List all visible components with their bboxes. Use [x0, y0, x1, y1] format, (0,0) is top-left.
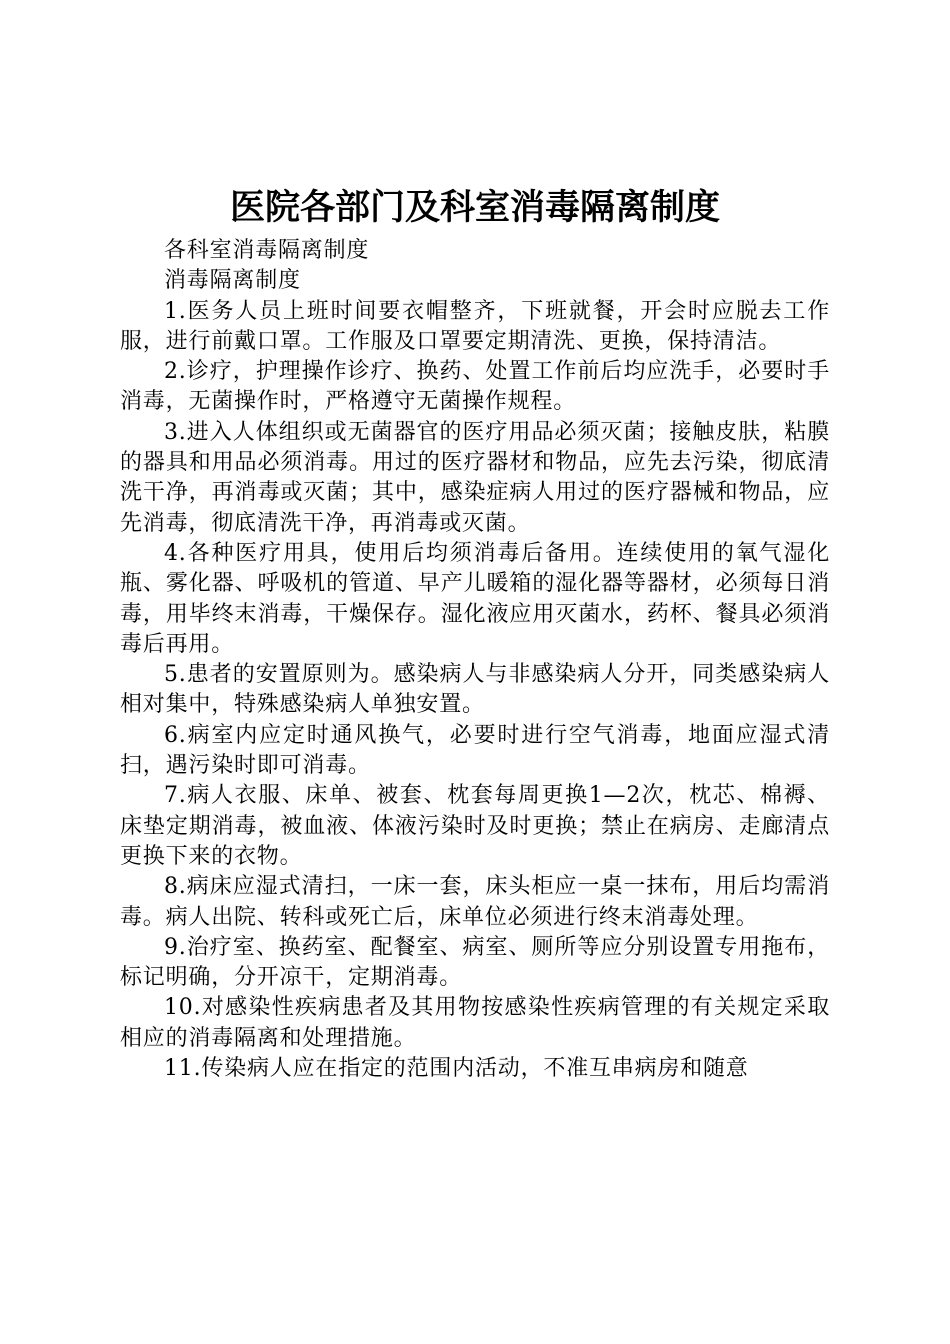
paragraph-11: 11.传染病人应在指定的范围内活动，不准互串病房和随意	[164, 1056, 749, 1082]
paragraph-4: 4.各种医疗用具，使用后均须消毒后备用。连续使用的氧气湿化瓶、雾化器、呼吸机的管道、早产儿暖箱的湿化器等器材，必须每日消毒，用毕终末消毒，干燥保存。湿化液应用灭菌水，药杯、餐具必须消毒后再用。	[120, 540, 830, 657]
paragraph-3: 3.进入人体组织或无菌器官的医疗用品必须灭菌；接触皮肤，粘膜的器具和用品必须消毒。用过的医疗器材和物品，应先去污染，彻底清洗干净，再消毒或灭菌；其中，感染症病人用过的医疗器械和物品，应先消毒，彻底清洗干净，再消毒或灭菌。	[120, 419, 830, 536]
paragraph-6: 6.病室内应定时通风换气，必要时进行空气消毒，地面应湿式清扫，遇污染时即可消毒。	[120, 722, 830, 779]
paragraph-8: 8.病床应湿式清扫，一床一套，床头柜应一桌一抹布，用后均需消毒。病人出院、转科或死亡后，床单位必须进行终末消毒处理。	[120, 874, 830, 930]
paragraph-7: 7.病人衣服、床单、被套、枕套每周更换1—2次，枕芯、棉褥、床垫定期消毒，被血液、体液污染时及时更换；禁止在病房、走廊清点更换下来的衣物。	[120, 783, 830, 869]
subheading-section: 消毒隔离制度	[164, 268, 301, 294]
subheading-department: 各科室消毒隔离制度	[164, 238, 370, 263]
paragraph-10: 10.对感染性疾病患者及其用物按感染性疾病管理的有关规定采取相应的消毒隔离和处理措施。	[120, 995, 830, 1051]
paragraph-9: 9.治疗室、换药室、配餐室、病室、厕所等应分别设置专用拖布，标记明确，分开凉干，定期消毒。	[120, 934, 830, 991]
document-body	[120, 236, 830, 1084]
paragraph-2: 2.诊疗，护理操作诊疗、换药、处置工作前后均应洗手，必要时手消毒，无菌操作时，严格遵守无菌操作规程。	[120, 359, 830, 415]
paragraph-5: 5.患者的安置原则为。感染病人与非感染病人分开，同类感染病人相对集中，特殊感染病人单独安置。	[120, 662, 830, 718]
paragraph-1: 1.医务人员上班时间要衣帽整齐，下班就餐，开会时应脱去工作服，进行前戴口罩。工作服及口罩要定期清洗、更换，保持清洁。	[120, 298, 830, 354]
document-title: 医院各部门及科室消毒隔离制度	[229, 187, 720, 228]
